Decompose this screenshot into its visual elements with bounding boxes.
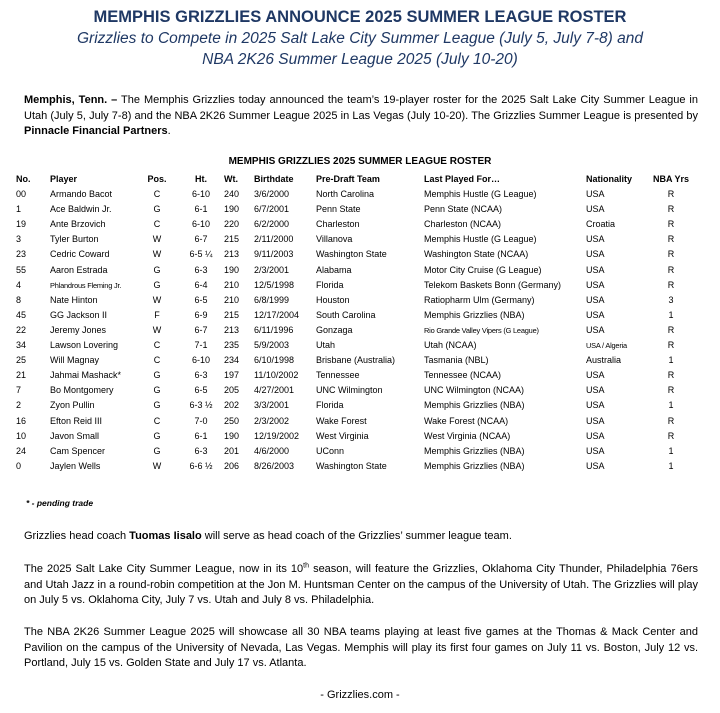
player-last-team: Utah (NCAA)	[424, 340, 477, 351]
player-birthdate: 4/27/2001	[254, 385, 295, 396]
player-predraft-team: Tennessee	[316, 370, 360, 381]
player-weight: 190	[224, 430, 240, 441]
player-nba-years: 3	[668, 294, 674, 305]
player-nationality: USA	[586, 370, 605, 381]
intro-end: .	[167, 125, 171, 137]
player-predraft-team: Wake Forest	[316, 415, 367, 426]
player-birthdate: 3/3/2001	[254, 400, 290, 411]
col-header-lastplayed: Last Played For…	[424, 174, 501, 184]
slc-text-before: The 2025 Salt Lake City Summer League, now in its 10	[24, 563, 304, 575]
player-nba-years: R	[667, 279, 675, 290]
player-weight: 206	[224, 460, 240, 471]
sponsor-name: Pinnacle Financial Partners	[24, 125, 168, 137]
roster-title: MEMPHIS GRIZZLIES 2025 SUMMER LEAGUE ROSTER	[228, 156, 492, 167]
player-birthdate: 11/10/2002	[254, 370, 299, 381]
player-nationality: Australia	[586, 355, 622, 366]
player-predraft-team: West Virginia	[316, 430, 369, 441]
player-position: G	[153, 430, 161, 441]
player-number: 22	[16, 324, 27, 335]
player-weight: 215	[224, 309, 240, 320]
player-weight: 210	[224, 279, 240, 290]
table-row	[16, 263, 696, 278]
nba-summer-league-paragraph: The NBA 2K26 Summer League 2025 will showcase all 30 NBA teams playing at least five games at the Thomas & Mack Center and Pavilion on the campus of the University of Nevada, Las Vegas. Memphis will play its first four games on July 11 vs. Boston, July 12 vs. Portland, July 15 vs. Golden State and July 17 vs. Atlanta.	[24, 626, 698, 669]
table-row	[16, 459, 696, 474]
player-number: 24	[16, 445, 27, 456]
player-nba-years: 1	[668, 309, 674, 320]
player-name: Tyler Burton	[50, 234, 99, 245]
player-number: 45	[16, 309, 27, 320]
player-nba-years: R	[667, 249, 675, 260]
subtitle-line-1: Grizzlies to Compete in 2025 Salt Lake City Summer League (July 5, July 7-8) and	[76, 30, 643, 47]
player-birthdate: 2/11/2000	[254, 234, 294, 245]
player-nationality: Croatia	[586, 219, 616, 230]
player-birthdate: 6/10/1998	[254, 355, 295, 366]
player-height: 6-7	[194, 324, 208, 335]
player-name: Javon Small	[50, 430, 100, 441]
player-nba-years: R	[667, 385, 675, 396]
player-height: 6-5	[194, 385, 208, 396]
player-position: G	[153, 400, 161, 411]
player-predraft-team: UConn	[316, 445, 345, 456]
player-birthdate: 6/7/2001	[254, 204, 290, 215]
player-nba-years: 1	[668, 400, 674, 411]
player-weight: 240	[224, 189, 240, 200]
player-last-team: Washington State (NCAA)	[424, 249, 529, 260]
player-number: 25	[16, 355, 27, 366]
player-birthdate: 6/11/1996	[254, 324, 294, 335]
player-last-team: Memphis Hustle (G League)	[424, 189, 537, 200]
col-header-pos: Pos.	[147, 174, 167, 184]
player-position: F	[154, 309, 160, 320]
player-position: C	[153, 189, 161, 200]
player-name: Nate Hinton	[50, 294, 98, 305]
player-number: 8	[16, 294, 22, 305]
table-row	[16, 398, 696, 413]
col-header-no: No.	[16, 174, 31, 184]
player-position: G	[153, 370, 161, 381]
player-weight: 190	[224, 204, 240, 215]
table-row	[16, 278, 696, 293]
player-predraft-team: Florida	[316, 279, 344, 290]
player-birthdate: 12/17/2004	[254, 309, 300, 320]
player-nba-years: R	[667, 324, 675, 335]
player-position: G	[153, 445, 161, 456]
table-row	[16, 353, 696, 368]
player-number: 4	[16, 279, 22, 290]
player-nba-years: R	[667, 264, 675, 275]
player-number: 16	[16, 415, 27, 426]
table-row	[16, 217, 696, 232]
player-predraft-team: North Carolina	[316, 189, 375, 200]
player-position: G	[153, 385, 161, 396]
player-number: 00	[16, 189, 27, 200]
player-nationality: USA	[586, 249, 605, 260]
player-last-team: Rio Grande Valley Vipers (G League)	[424, 325, 539, 335]
player-nationality: USA	[586, 264, 605, 275]
player-height: 6-1	[194, 430, 208, 441]
player-name: Jeremy Jones	[50, 324, 107, 335]
player-number: 2	[16, 400, 22, 411]
player-number: 19	[16, 219, 27, 230]
player-name: Ace Baldwin Jr.	[50, 204, 112, 215]
player-weight: 234	[224, 355, 240, 366]
table-row	[16, 187, 696, 202]
player-predraft-team: South Carolina	[316, 309, 376, 320]
player-number: 7	[16, 385, 22, 396]
player-name: Will Magnay	[50, 355, 100, 366]
table-row	[16, 414, 696, 429]
roster-body	[16, 187, 696, 474]
table-row	[16, 444, 696, 459]
player-height: 6-3 ½	[189, 400, 213, 411]
player-height: 6-10	[191, 189, 210, 200]
col-header-player: Player	[50, 174, 78, 184]
pending-trade-note: * - pending trade	[26, 498, 94, 508]
table-row	[16, 383, 696, 398]
table-row	[16, 202, 696, 217]
player-birthdate: 4/6/2000	[254, 445, 290, 456]
player-position: G	[153, 204, 161, 215]
table-row	[16, 308, 696, 323]
player-nba-years: R	[667, 370, 675, 381]
player-nba-years: R	[667, 204, 675, 215]
footer-site-name: - Grizzlies.com -	[320, 689, 400, 701]
slc-summer-league-paragraph	[24, 562, 698, 609]
table-row	[16, 429, 696, 444]
player-weight: 213	[224, 249, 240, 260]
table-row	[16, 368, 696, 383]
player-nationality: USA	[586, 385, 605, 396]
player-weight: 213	[224, 324, 240, 335]
player-weight: 197	[224, 370, 240, 381]
player-birthdate: 12/5/1998	[254, 279, 295, 290]
player-height: 6-3	[194, 264, 208, 275]
player-nationality: USA	[586, 460, 605, 471]
player-name: Bo Montgomery	[50, 385, 114, 396]
player-number: 1	[16, 204, 22, 215]
player-name: Jahmai Mashack*	[50, 370, 122, 381]
player-last-team: Memphis Grizzlies (NBA)	[424, 309, 525, 320]
player-position: W	[152, 324, 162, 335]
player-height: 6-5	[194, 294, 208, 305]
player-weight: 235	[224, 340, 240, 351]
player-position: W	[152, 234, 162, 245]
player-nationality: USA	[586, 430, 605, 441]
player-name: Cedric Coward	[50, 249, 110, 260]
player-nationality: USA / Algeria	[586, 341, 627, 351]
player-nationality: USA	[586, 204, 605, 215]
coach-text-after: will serve as head coach of the Grizzlies’ summer league team.	[201, 530, 512, 542]
player-weight: 202	[224, 400, 240, 411]
player-name: Cam Spencer	[50, 445, 106, 456]
player-last-team: UNC Wilmington (NCAA)	[424, 385, 525, 396]
player-height: 6-1	[194, 204, 208, 215]
coach-paragraph	[24, 529, 698, 545]
col-header-nba-yrs: NBA Yrs	[652, 174, 689, 184]
player-last-team: Memphis Hustle (G League)	[424, 234, 537, 245]
player-number: 55	[16, 264, 27, 275]
player-last-team: Motor City Cruise (G League)	[424, 264, 542, 275]
player-weight: 190	[224, 264, 240, 275]
player-birthdate: 2/3/2001	[254, 264, 290, 275]
coach-name: Tuomas Iisalo	[129, 530, 202, 542]
player-nba-years: 1	[668, 445, 674, 456]
player-predraft-team: Penn State	[316, 204, 361, 215]
player-predraft-team: Houston	[316, 294, 350, 305]
player-birthdate: 9/11/2003	[254, 249, 294, 260]
player-position: C	[153, 340, 161, 351]
col-header-birthdate: Birthdate	[254, 174, 294, 184]
player-birthdate: 12/19/2002	[254, 430, 300, 441]
player-predraft-team: UNC Wilmington	[316, 385, 383, 396]
player-height: 7-1	[194, 340, 208, 351]
table-row	[16, 338, 696, 353]
player-last-team: Tasmania (NBL)	[424, 355, 489, 366]
player-height: 6-10	[191, 219, 210, 230]
player-name: GG Jackson II	[50, 309, 108, 320]
player-position: W	[152, 249, 162, 260]
player-height: 7-0	[194, 415, 208, 426]
player-height: 6-4	[194, 279, 208, 290]
player-weight: 220	[224, 219, 240, 230]
player-last-team: Charleston (NCAA)	[424, 219, 502, 230]
intro-paragraph	[24, 93, 698, 140]
player-last-team: Telekom Baskets Bonn (Germany)	[424, 279, 562, 290]
player-name: Aaron Estrada	[50, 264, 108, 275]
player-nba-years: R	[667, 430, 675, 441]
col-header-predraft: Pre-Draft Team	[316, 174, 380, 184]
player-nba-years: R	[667, 234, 675, 245]
player-position: W	[152, 294, 162, 305]
player-nationality: USA	[586, 324, 605, 335]
player-weight: 250	[224, 415, 240, 426]
player-height: 6-7	[194, 234, 208, 245]
player-height: 6-3	[194, 445, 208, 456]
player-nationality: USA	[586, 445, 605, 456]
player-height: 6-9	[194, 309, 208, 320]
player-last-team: Ratiopharm Ulm (Germany)	[424, 294, 535, 305]
player-nba-years: R	[667, 189, 675, 200]
intro-text: The Memphis Grizzlies today announced the team’s 19-player roster for the 2025 Salt Lake City Summer League in Utah (July 5, July 7-8) and the NBA 2K26 Summer League 2025 in Las Vegas (July 10-20). The Grizzlies Summer League is presented by	[24, 94, 698, 122]
player-last-team: Memphis Grizzlies (NBA)	[424, 400, 525, 411]
player-number: 3	[16, 234, 22, 245]
player-birthdate: 5/9/2003	[254, 340, 290, 351]
player-birthdate: 8/26/2003	[254, 460, 295, 471]
player-predraft-team: Brisbane (Australia)	[316, 355, 396, 366]
player-position: G	[153, 279, 161, 290]
player-weight: 210	[224, 294, 240, 305]
player-position: W	[152, 460, 162, 471]
player-nba-years: R	[667, 219, 675, 230]
player-position: C	[153, 355, 161, 366]
player-last-team: Memphis Grizzlies (NBA)	[424, 445, 525, 456]
player-height: 6-5 ¼	[189, 249, 213, 260]
player-predraft-team: Washington State	[316, 460, 387, 471]
player-height: 6-6 ½	[189, 460, 213, 471]
player-number: 34	[16, 340, 27, 351]
player-predraft-team: Washington State	[316, 249, 387, 260]
player-position: C	[153, 415, 161, 426]
player-name: Jaylen Wells	[50, 460, 101, 471]
player-name: Phlandrous Fleming Jr.	[50, 280, 122, 290]
slc-text-after: season, will feature the Grizzlies, Oklahoma City Thunder, Philadelphia 76ers and Utah Jazz in a round-robin competition at the Jon M. Huntsman Center on the campus of the University of Utah. The Grizzlies will play on July 5 vs. Oklahoma City, July 7 vs. Utah and July 8 vs. Philadelphia.	[24, 563, 698, 606]
player-weight: 205	[224, 385, 240, 396]
player-predraft-team: Utah	[316, 340, 336, 351]
player-height: 6-10	[191, 355, 210, 366]
player-nationality: USA	[586, 400, 605, 411]
player-birthdate: 3/6/2000	[254, 189, 290, 200]
player-last-team: Memphis Grizzlies (NBA)	[424, 460, 525, 471]
table-row	[16, 323, 696, 338]
player-name: Efton Reid III	[50, 415, 103, 426]
player-nba-years: 1	[668, 460, 674, 471]
page-title: MEMPHIS GRIZZLIES ANNOUNCE 2025 SUMMER LEAGUE ROSTER	[93, 8, 627, 26]
player-nationality: USA	[586, 189, 605, 200]
player-nationality: USA	[586, 415, 605, 426]
player-last-team: Wake Forest (NCAA)	[424, 415, 509, 426]
table-row	[16, 293, 696, 308]
player-last-team: West Virginia (NCAA)	[424, 430, 511, 441]
subtitle-line-2: NBA 2K26 Summer League 2025 (July 10-20)	[202, 51, 518, 68]
player-position: G	[153, 264, 161, 275]
player-name: Ante Brzovich	[50, 219, 106, 230]
col-header-nationality: Nationality	[586, 174, 633, 184]
player-weight: 201	[224, 445, 240, 456]
player-number: 21	[16, 370, 27, 381]
player-nba-years: R	[667, 340, 675, 351]
player-nationality: USA	[586, 294, 605, 305]
dateline: Memphis, Tenn. –	[24, 94, 118, 106]
player-number: 10	[16, 430, 27, 441]
player-name: Armando Bacot	[50, 189, 113, 200]
player-predraft-team: Charleston	[316, 219, 360, 230]
roster-table	[16, 172, 696, 474]
player-birthdate: 2/3/2002	[254, 415, 290, 426]
table-row	[16, 247, 696, 262]
player-nationality: USA	[586, 234, 605, 245]
player-height: 6-3	[194, 370, 208, 381]
player-nba-years: 1	[668, 355, 674, 366]
player-predraft-team: Alabama	[316, 264, 352, 275]
player-name: Zyon Pullin	[50, 400, 95, 411]
player-nationality: USA	[586, 309, 605, 320]
player-number: 0	[16, 460, 22, 471]
player-nba-years: R	[667, 415, 675, 426]
coach-text-before: Grizzlies head coach	[24, 530, 130, 542]
player-name: Lawson Lovering	[50, 340, 119, 351]
player-nationality: USA	[586, 279, 605, 290]
col-header-wt: Wt.	[224, 174, 238, 184]
player-predraft-team: Florida	[316, 400, 344, 411]
player-last-team: Penn State (NCAA)	[424, 204, 503, 215]
player-number: 23	[16, 249, 27, 260]
player-last-team: Tennessee (NCAA)	[424, 370, 502, 381]
roster-header-row	[16, 172, 696, 187]
col-header-ht: Ht.	[195, 174, 207, 184]
player-weight: 215	[224, 234, 240, 245]
player-predraft-team: Villanova	[316, 234, 353, 245]
player-position: C	[153, 219, 161, 230]
player-predraft-team: Gonzaga	[316, 324, 353, 335]
player-birthdate: 6/2/2000	[254, 219, 290, 230]
table-row	[16, 232, 696, 247]
ordinal-suffix: th	[303, 562, 309, 570]
player-birthdate: 6/8/1999	[254, 294, 290, 305]
